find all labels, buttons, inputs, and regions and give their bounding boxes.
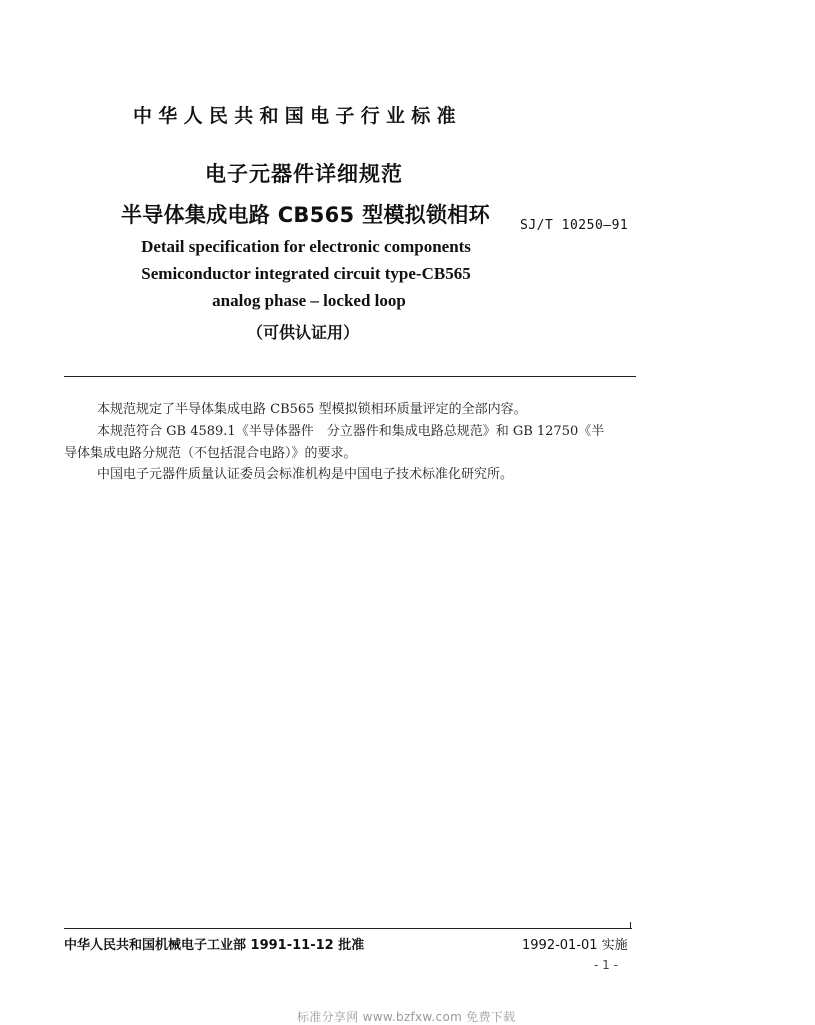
- paragraph-scope: 本规范规定了半导体集成电路 CB565 型模拟锁相环质量评定的全部内容。: [97, 402, 527, 417]
- header-divider: [64, 376, 636, 377]
- standard-code: SJ/T 10250—91: [520, 218, 629, 233]
- title-en-line-1: Detail specification for electronic components: [141, 237, 471, 256]
- title-zh-line-1: 电子元器件详细规范: [205, 162, 403, 186]
- implementation-date: 1992-01-01 实施: [522, 938, 628, 953]
- approval-statement: 中华人民共和国机械电子工业部 1991-11-12 批准: [64, 938, 365, 953]
- title-zh-line-2: 半导体集成电路 CB565 型模拟锁相环: [121, 203, 490, 227]
- page-number: - 1 -: [594, 958, 618, 972]
- watermark: 标准分享网 www.bzfxw.com 免费下载: [297, 1010, 516, 1024]
- title-en-line-3: analog phase – locked loop: [212, 291, 406, 310]
- certification-note: （可供认证用）: [247, 323, 360, 342]
- paragraph-conformance-line-2: 导体集成电路分规范（不包括混合电路）》的要求。: [64, 446, 357, 461]
- title-en-line-2: Semiconductor integrated circuit type-CB565: [141, 264, 471, 283]
- footer-divider-tick: [630, 922, 631, 929]
- standard-category-header: 中华人民共和国电子行业标准: [133, 105, 462, 127]
- footer-divider: [64, 928, 632, 929]
- paragraph-conformance-line-1: 本规范符合 GB 4589.1《半导体器件 分立器件和集成电路总规范》和 GB 12750《半: [97, 424, 605, 439]
- paragraph-authority: 中国电子元器件质量认证委员会标准机构是中国电子技术标准化研究所。: [97, 467, 514, 482]
